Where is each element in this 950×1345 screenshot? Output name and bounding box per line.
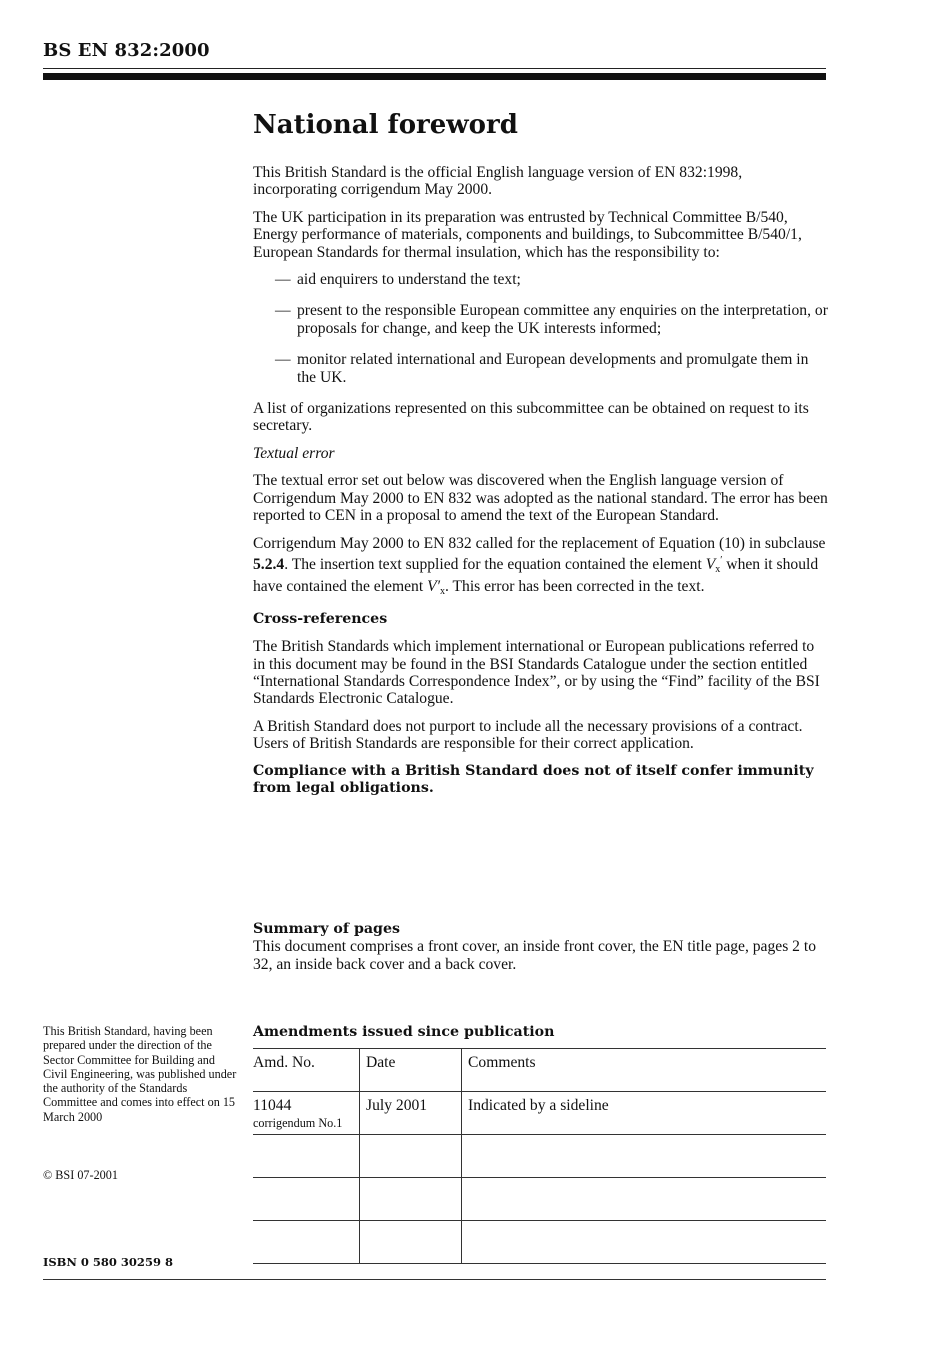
header-rule-thin: [43, 68, 826, 69]
summary-text: This document comprises a front cover, an inside front cover, the EN title page, pages 2 to 32, an inside back cover and a back cover.: [253, 938, 816, 973]
publication-note: This British Standard, having been prepared under the direction of the Sector Committee for Building and Civil Engineering, was published under the authority of the Standards Committee and comes into effect on 15 March 2000: [43, 1024, 237, 1124]
compliance-statement: Compliance with a British Standard does not of itself confer immunity from legal obligations.: [253, 762, 814, 796]
copyright-notice: © BSI 07-2001: [43, 1168, 118, 1182]
column-header-date: Date: [360, 1049, 462, 1092]
summary-of-pages: [253, 921, 828, 973]
column-header-amd-no: Amd. No.: [253, 1049, 360, 1092]
paragraph-committee: The UK participation in its preparation was entrusted by Technical Committee B/540, Energy performance of materials, components and buildings, to Subcommittee B/540/1, European Standards for thermal insulation, which has the responsibility to:: [253, 208, 802, 261]
summary-heading: Summary of pages: [253, 921, 400, 937]
table-row: [253, 1092, 826, 1135]
document-reference: BS EN 832:2000: [43, 40, 210, 61]
amendments-title: Amendments issued since publication: [253, 1024, 555, 1040]
footer-rule: [43, 1279, 826, 1280]
table-header-row: [253, 1049, 826, 1092]
amd-number-cell: 11044 corrigendum No.1: [253, 1092, 360, 1135]
header-rule-thick: [43, 73, 826, 80]
column-header-comments: Comments: [462, 1049, 827, 1092]
paragraph-textual-error: The textual error set out below was discovered when the English language version of Corrigendum May 2000 to EN 832 was adopted as the national standard. The error has been reported to CEN in a proposal to amend the text of the European Standard.: [253, 472, 828, 525]
paragraph-organizations: A list of organizations represented on this subcommittee can be obtained on request to its secretary.: [253, 400, 809, 435]
date-cell: July 2001: [360, 1092, 462, 1135]
paragraph-intro: This British Standard is the official English language version of EN 832:1998, incorporating corrigendum May 2000.: [253, 164, 743, 199]
textual-error-heading: Textual error: [253, 444, 335, 462]
isbn: ISBN 0 580 30259 8: [43, 1255, 173, 1269]
list-item: — monitor related international and European developments and promulgate them in the UK.: [275, 351, 809, 386]
paragraph-contract: A British Standard does not purport to include all the necessary provisions of a contract. Users of British Standards are responsible for their correct application.: [253, 717, 803, 753]
cross-references-heading: Cross-references: [253, 610, 388, 627]
responsibility-list: [253, 271, 828, 386]
comments-cell: Indicated by a sideline: [462, 1092, 827, 1135]
list-item: — aid enquirers to understand the text;: [275, 271, 521, 289]
page-title: National foreword: [253, 110, 518, 140]
amendments-table: [253, 1048, 826, 1264]
main-content: [253, 108, 828, 807]
table-row: [253, 1178, 826, 1221]
paragraph-cross-references: The British Standards which implement international or European publications referred to in this document may be found in the BSI Standards Catalogue under the section entitled “International Standards Correspondence Index”, or by using the “Find” facility of the BSI Standards Electronic Catalogue.: [253, 638, 820, 708]
table-row: [253, 1221, 826, 1264]
list-item: — present to the responsible European committee any enquiries on the interpretation, or proposals for change, and keep the UK interests informed;: [275, 302, 828, 337]
table-row: [253, 1135, 826, 1178]
paragraph-corrigendum: Corrigendum May 2000 to EN 832 called for the replacement of Equation (10) in subclause 5.2.4. The insertion text supplied for the equation contained the element $V_x'$ when it should have contained the element $V'_x$. This error has been corrected in the text.: [253, 534, 826, 598]
